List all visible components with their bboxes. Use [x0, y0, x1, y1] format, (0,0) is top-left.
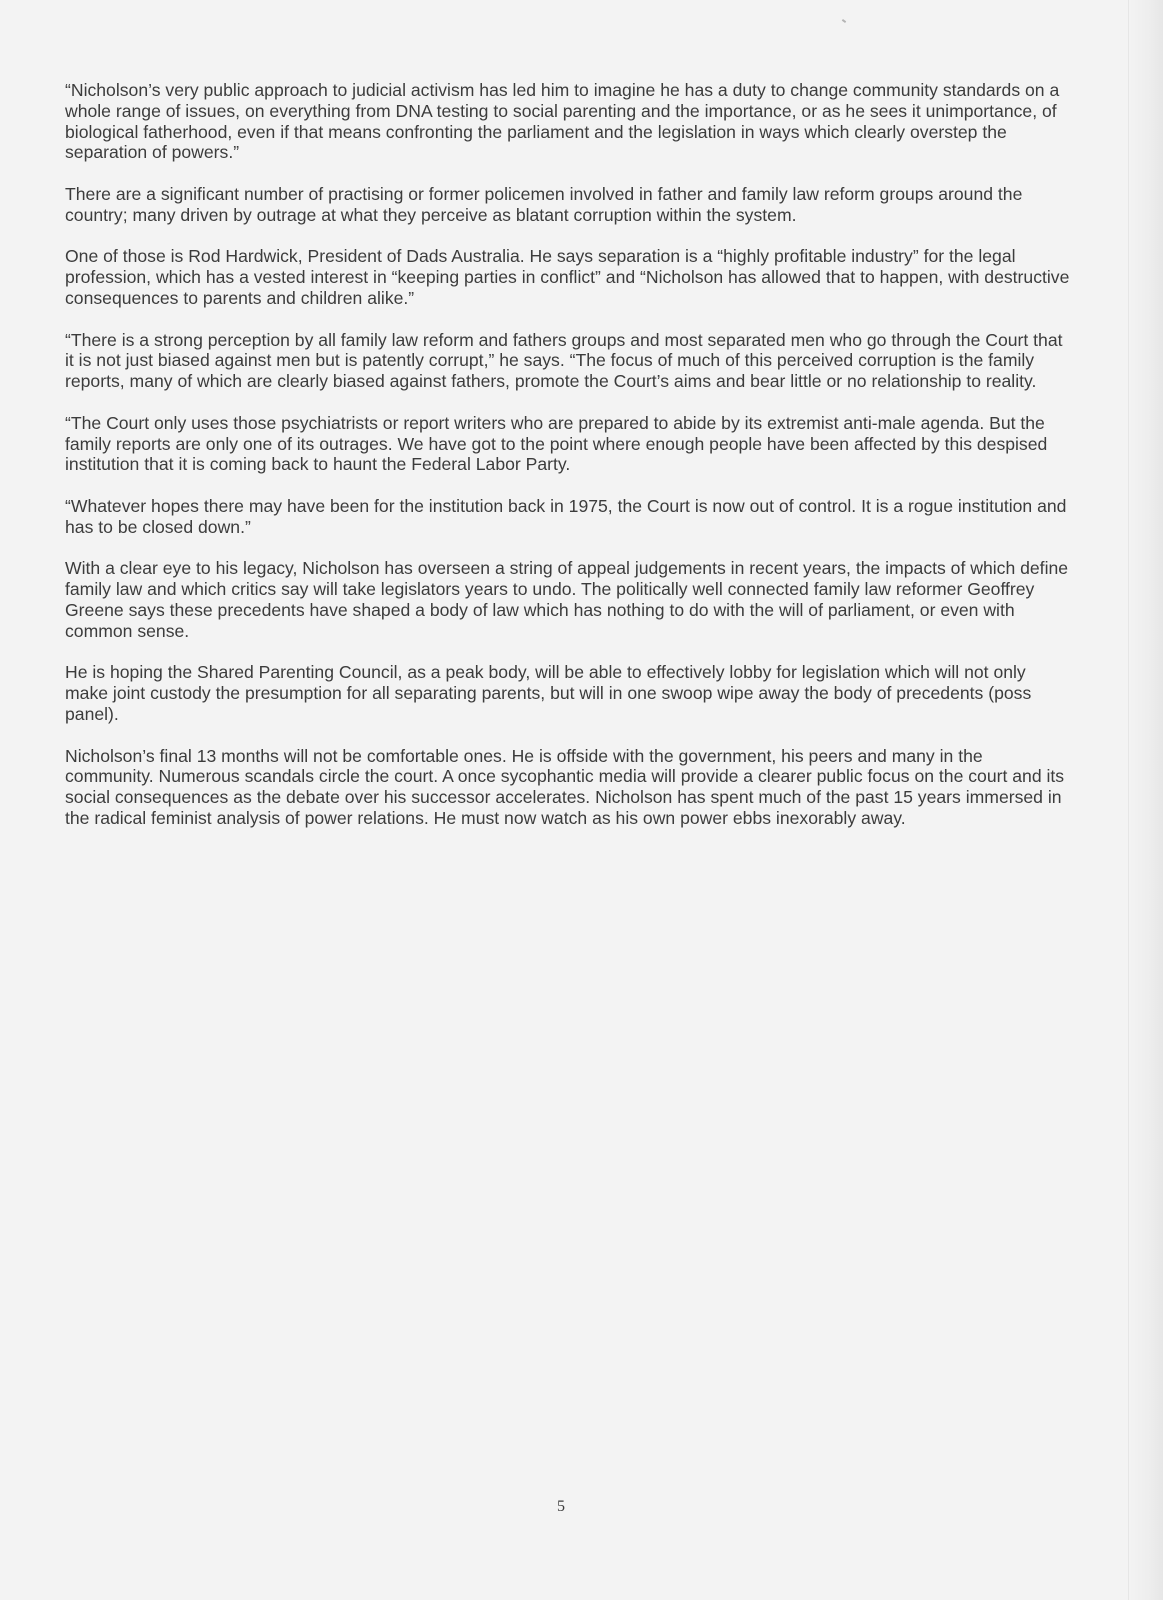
- paragraph-8: He is hoping the Shared Parenting Council, as a peak body, will be able to effectively lobby for legislation which will not only make joint custody the presumption for all separating parents, but will in one swoop wipe away the body of precedents (poss panel).: [65, 662, 1032, 724]
- paragraph-5: “The Court only uses those psychiatrists or report writers who are prepared to abide by its extremist anti-male agenda. But the family reports are only one of its outrages. We have got to the point where enough people have been affected by this despised institution that it is coming back to haunt the Federal Labor Party.: [65, 412, 1048, 475]
- paragraph-2: There are a significant number of practising or former policemen involved in father and family law reform groups around the country; many driven by outrage at what they perceive as blatant corruption within the system.: [65, 183, 1023, 225]
- paragraph-6: “Whatever hopes there may have been for the institution back in 1975, the Court is now out of control. It is a rogue institution and has to be closed down.”: [65, 495, 1067, 537]
- page-edge-shadow: [1129, 0, 1163, 1600]
- paragraph-1: “Nicholson’s very public approach to judicial activism has led him to imagine he has a duty to change community standards on a whole range of issues, on everything from DNA testing to social parenting and the importance, or as he sees it unimportance, of biological fatherhood, even if that means confronting the parliament and the legislation in ways which clearly overstep the separation of powers.”: [65, 80, 1060, 163]
- paragraph-7: With a clear eye to his legacy, Nicholson has overseen a string of appeal judgements in recent years, the impacts of which define family law and which critics say will take legislators years to undo. The politically well connected family law reformer Geoffrey Greene says these precedents have shaped a body of law which has nothing to do with the will of parliament, or even with common sense.: [65, 558, 1069, 641]
- paragraph-4: “There is a strong perception by all family law reform and fathers groups and most separated men who go through the Court that it is not just biased against men but is patently corrupt,” he says. “The focus of much of this perceived corruption is the family reports, many of which are clearly biased against fathers, promote the Court’s aims and bear little or no relationship to reality.: [65, 329, 1063, 392]
- paragraph-9: Nicholson’s final 13 months will not be comfortable ones. He is offside with the government, his peers and many in the community. Numerous scandals circle the court. A once sycophantic media will provide a clearer public focus on the court and its social consequences as the debate over his successor accelerates. Nicholson has spent much of the past 15 years immersed in the radical feminist analysis of power relations. He must now watch as his own power ebbs inexorably away.: [65, 745, 1065, 828]
- page-number: 5: [557, 1498, 565, 1515]
- scan-speck: [842, 19, 846, 23]
- paragraph-3: One of those is Rod Hardwick, President of Dads Australia. He says separation is a “highly profitable industry” for the legal profession, which has a vested interest in “keeping parties in conflict” and “Nicholson has allowed that to happen, with destructive consequences to parents and children alike.”: [65, 246, 1070, 308]
- document-body: [65, 80, 1070, 849]
